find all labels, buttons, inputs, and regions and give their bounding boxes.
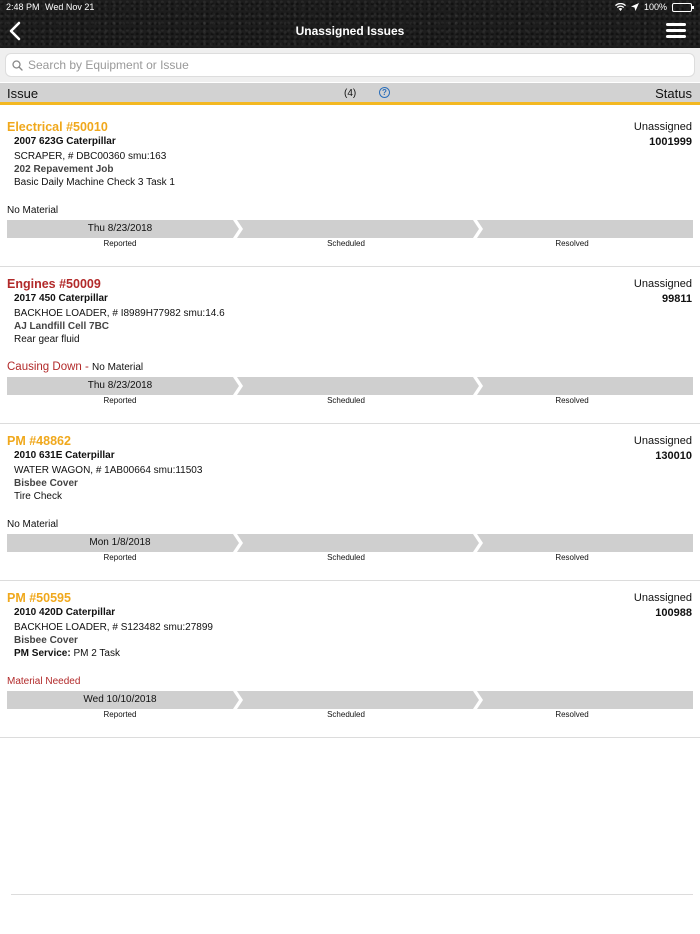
back-chevron-icon[interactable] <box>6 20 26 42</box>
issue-timeline <box>7 377 693 395</box>
issue-card[interactable] <box>0 581 700 738</box>
equipment-id: 99811 <box>662 293 692 305</box>
equipment-description: WATER WAGON, # 1AB00664 smu:11503 <box>14 465 203 476</box>
task-text: Tire Check <box>14 491 62 502</box>
issue-title[interactable]: Electrical #50010 <box>7 120 108 134</box>
issue-title[interactable]: PM #48862 <box>7 434 71 448</box>
hamburger-menu-icon[interactable] <box>666 23 686 39</box>
issue-card[interactable] <box>0 110 700 267</box>
reported-date: Wed 10/10/2018 <box>83 694 157 705</box>
equipment-name: 2010 420D Caterpillar <box>14 607 116 618</box>
issue-status: Unassigned <box>633 278 692 290</box>
task-description <box>14 177 175 188</box>
causing-down-label: Causing Down - <box>7 361 93 373</box>
issue-timeline <box>7 691 693 709</box>
material-status: No Material <box>7 205 59 216</box>
task-description <box>14 491 62 502</box>
equipment-id: 1001999 <box>649 136 692 148</box>
material-status: Material Needed <box>7 676 81 687</box>
issue-divider <box>0 737 700 738</box>
timeline-chevron-icon <box>233 534 243 552</box>
status-bar <box>0 0 700 14</box>
task-description <box>14 334 80 345</box>
issue-timeline <box>7 534 693 552</box>
equipment-name: 2007 623G Caterpillar <box>14 136 116 147</box>
location-arrow-icon <box>631 3 639 11</box>
timeline-chevron-icon <box>473 691 483 709</box>
equipment-name: 2017 450 Caterpillar <box>14 293 108 304</box>
wifi-icon <box>615 3 626 11</box>
timeline-resolved-label: Resolved <box>555 710 589 719</box>
equipment-id: 130010 <box>655 450 692 462</box>
timeline-chevron-icon <box>473 220 483 238</box>
issue-status: Unassigned <box>633 121 692 133</box>
timeline-resolved-label: Resolved <box>555 396 589 405</box>
app-header <box>0 0 700 48</box>
timeline-scheduled-label: Scheduled <box>327 396 365 405</box>
timeline-reported-label: Reported <box>103 396 137 405</box>
timeline-chevron-icon <box>473 377 483 395</box>
column-status-label[interactable]: Status <box>655 86 692 101</box>
issue-title[interactable]: PM #50595 <box>7 591 71 605</box>
issue-title[interactable]: Engines #50009 <box>7 277 101 291</box>
search-icon <box>12 60 23 71</box>
battery-percent: 100% <box>643 2 667 12</box>
status-time: 2:48 PM <box>6 2 40 12</box>
timeline-scheduled-label: Scheduled <box>327 553 365 562</box>
reported-date: Thu 8/23/2018 <box>87 223 153 234</box>
page-title: Unassigned Issues <box>295 24 405 38</box>
task-prefix: PM Service: <box>14 648 74 659</box>
equipment-description: BACKHOE LOADER, # S123482 smu:27899 <box>14 622 213 633</box>
job-name: AJ Landfill Cell 7BC <box>14 321 110 332</box>
timeline-chevron-icon <box>233 691 243 709</box>
equipment-id: 100988 <box>655 607 692 619</box>
column-issue-label[interactable]: Issue <box>7 86 39 101</box>
task-description <box>14 648 120 659</box>
battery-icon <box>672 3 692 12</box>
issue-card[interactable] <box>0 267 700 424</box>
timeline-reported-label: Reported <box>103 710 137 719</box>
task-text: Basic Daily Machine Check 3 Task 1 <box>14 177 175 188</box>
search-bar <box>0 48 700 82</box>
list-bottom-divider <box>11 894 693 895</box>
issue-count: (4) <box>344 88 357 99</box>
equipment-name: 2010 631E Caterpillar <box>14 450 115 461</box>
timeline-scheduled-label: Scheduled <box>327 239 365 248</box>
material-line <box>7 361 143 373</box>
status-date: Wed Nov 21 <box>45 2 95 12</box>
job-name: 202 Repavement Job <box>14 164 114 175</box>
timeline-resolved-label: Resolved <box>555 239 589 248</box>
search-field[interactable] <box>5 53 695 77</box>
material-line <box>7 518 58 530</box>
timeline-resolved-label: Resolved <box>555 553 589 562</box>
issue-timeline <box>7 220 693 238</box>
help-icon[interactable]: ? <box>379 87 390 98</box>
task-text: PM 2 Task <box>73 648 120 659</box>
job-name: Bisbee Cover <box>14 635 78 646</box>
job-name: Bisbee Cover <box>14 478 78 489</box>
timeline-chevron-icon <box>233 220 243 238</box>
issue-card[interactable] <box>0 424 700 581</box>
timeline-scheduled-label: Scheduled <box>327 710 365 719</box>
task-text: Rear gear fluid <box>14 334 80 345</box>
reported-date: Thu 8/23/2018 <box>87 380 153 391</box>
reported-date: Mon 1/8/2018 <box>89 537 151 548</box>
equipment-description: SCRAPER, # DBC00360 smu:163 <box>14 151 167 162</box>
timeline-chevron-icon <box>473 534 483 552</box>
material-line <box>7 204 58 216</box>
issue-status: Unassigned <box>633 435 692 447</box>
material-line <box>7 675 80 687</box>
timeline-reported-label: Reported <box>103 239 137 248</box>
issue-status: Unassigned <box>633 592 692 604</box>
list-column-header <box>0 83 700 105</box>
timeline-reported-label: Reported <box>103 553 137 562</box>
material-status: No Material <box>92 362 144 373</box>
timeline-chevron-icon <box>233 377 243 395</box>
status-indicators <box>615 2 692 12</box>
material-status: No Material <box>7 519 59 530</box>
equipment-description: BACKHOE LOADER, # I8989H77982 smu:14.6 <box>14 308 225 319</box>
search-input[interactable] <box>28 58 668 72</box>
